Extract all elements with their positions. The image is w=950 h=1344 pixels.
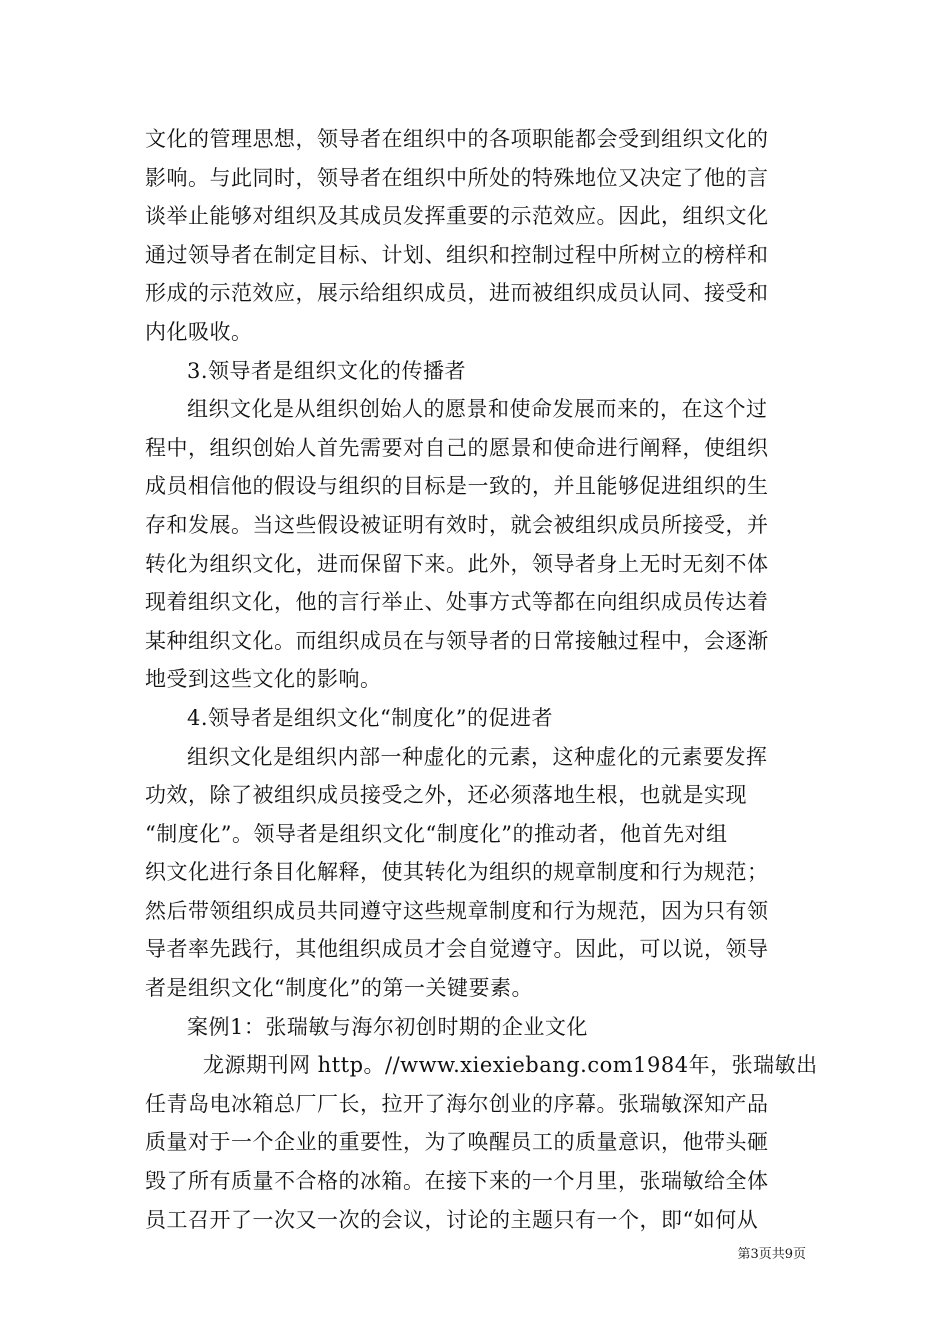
- text-line: 员工召开了一次又一次的会议，讨论的主题只有一个，即“如何从: [145, 1207, 759, 1232]
- text-line: 文化的管理思想，领导者在组织中的各项职能都会受到组织文化的: [145, 127, 769, 151]
- paragraph: [145, 120, 810, 352]
- text-line: 导者率先践行，其他组织成员才会自觉遵守。因此，可以说，领导: [145, 937, 769, 962]
- text-line: 案例1：张瑞敏与海尔初创时期的企业文化: [187, 1014, 588, 1039]
- text-line: 存和发展。当这些假设被证明有效时，就会被组织成员所接受，并: [145, 512, 769, 537]
- text-line: 者是组织文化“制度化”的第一关键要素。: [145, 976, 533, 1001]
- text-line: 龙源期刊网 http。//www.xiexiebang.com1984年，张瑞敏出: [203, 1053, 818, 1078]
- text-line: “制度化”。领导者是组织文化“制度化”的推动者，他首先对组: [145, 821, 728, 846]
- text-line: 功效，除了被组织成员接受之外，还必须落地生根，也就是实现: [145, 783, 747, 808]
- text-line: 4.领导者是组织文化“制度化”的促进者: [187, 705, 554, 730]
- text-line: 谈举止能够对组织及其成员发挥重要的示范效应。因此，组织文化: [145, 204, 769, 229]
- text-line: 内化吸收。: [145, 319, 253, 344]
- text-line: 程中，组织创始人首先需要对自己的愿景和使命进行阐释，使组织: [145, 435, 769, 460]
- text-line: 转化为组织文化，进而保留下来。此外，领导者身上无时无刻不体: [145, 551, 769, 576]
- text-line: 质量对于一个企业的重要性，为了唤醒员工的质量意识，他带头砸: [145, 1130, 769, 1155]
- text-line: 通过领导者在制定目标、计划、组织和控制过程中所树立的榜样和: [145, 242, 769, 267]
- section-heading: [145, 699, 810, 738]
- text-line: 成员相信他的假设与组织的目标是一致的，并且能够促进组织的生: [145, 474, 769, 499]
- text-line: 3.领导者是组织文化的传播者: [187, 358, 467, 383]
- text-line: 毁了所有质量不合格的冰箱。在接下来的一个月里，张瑞敏给全体: [145, 1169, 769, 1194]
- text-line: 影响。与此同时，领导者在组织中所处的特殊地位又决定了他的言: [145, 165, 769, 190]
- case-heading: [145, 1008, 810, 1047]
- text-line: 任青岛电冰箱总厂厂长，拉开了海尔创业的序幕。张瑞敏深知产品: [145, 1091, 769, 1116]
- paragraph: [145, 738, 810, 1008]
- text-line: 形成的示范效应，展示给组织成员，进而被组织成员认同、接受和: [145, 281, 769, 306]
- body-text: [145, 120, 818, 1239]
- text-line: 组织文化是从组织创始人的愿景和使命发展而来的，在这个过: [187, 397, 768, 422]
- text-line: 某种组织文化。而组织成员在与领导者的日常接触过程中，会逐渐: [145, 628, 769, 653]
- text-line: 然后带领组织成员共同遵守这些规章制度和行为规范，因为只有领: [145, 898, 769, 923]
- text-line: 组织文化是组织内部一种虚化的元素，这种虚化的元素要发挥: [187, 744, 768, 769]
- text-line: 地受到这些文化的影响。: [145, 667, 382, 692]
- paragraph: [145, 1046, 818, 1239]
- text-line: 现着组织文化，他的言行举止、处事方式等都在向组织成员传达着: [145, 590, 769, 615]
- page-number: 第3页共9页: [737, 1247, 806, 1262]
- paragraph: [145, 390, 810, 699]
- section-heading: [145, 352, 810, 391]
- text-line: 织文化进行条目化解释，使其转化为组织的规章制度和行为规范；: [145, 860, 769, 885]
